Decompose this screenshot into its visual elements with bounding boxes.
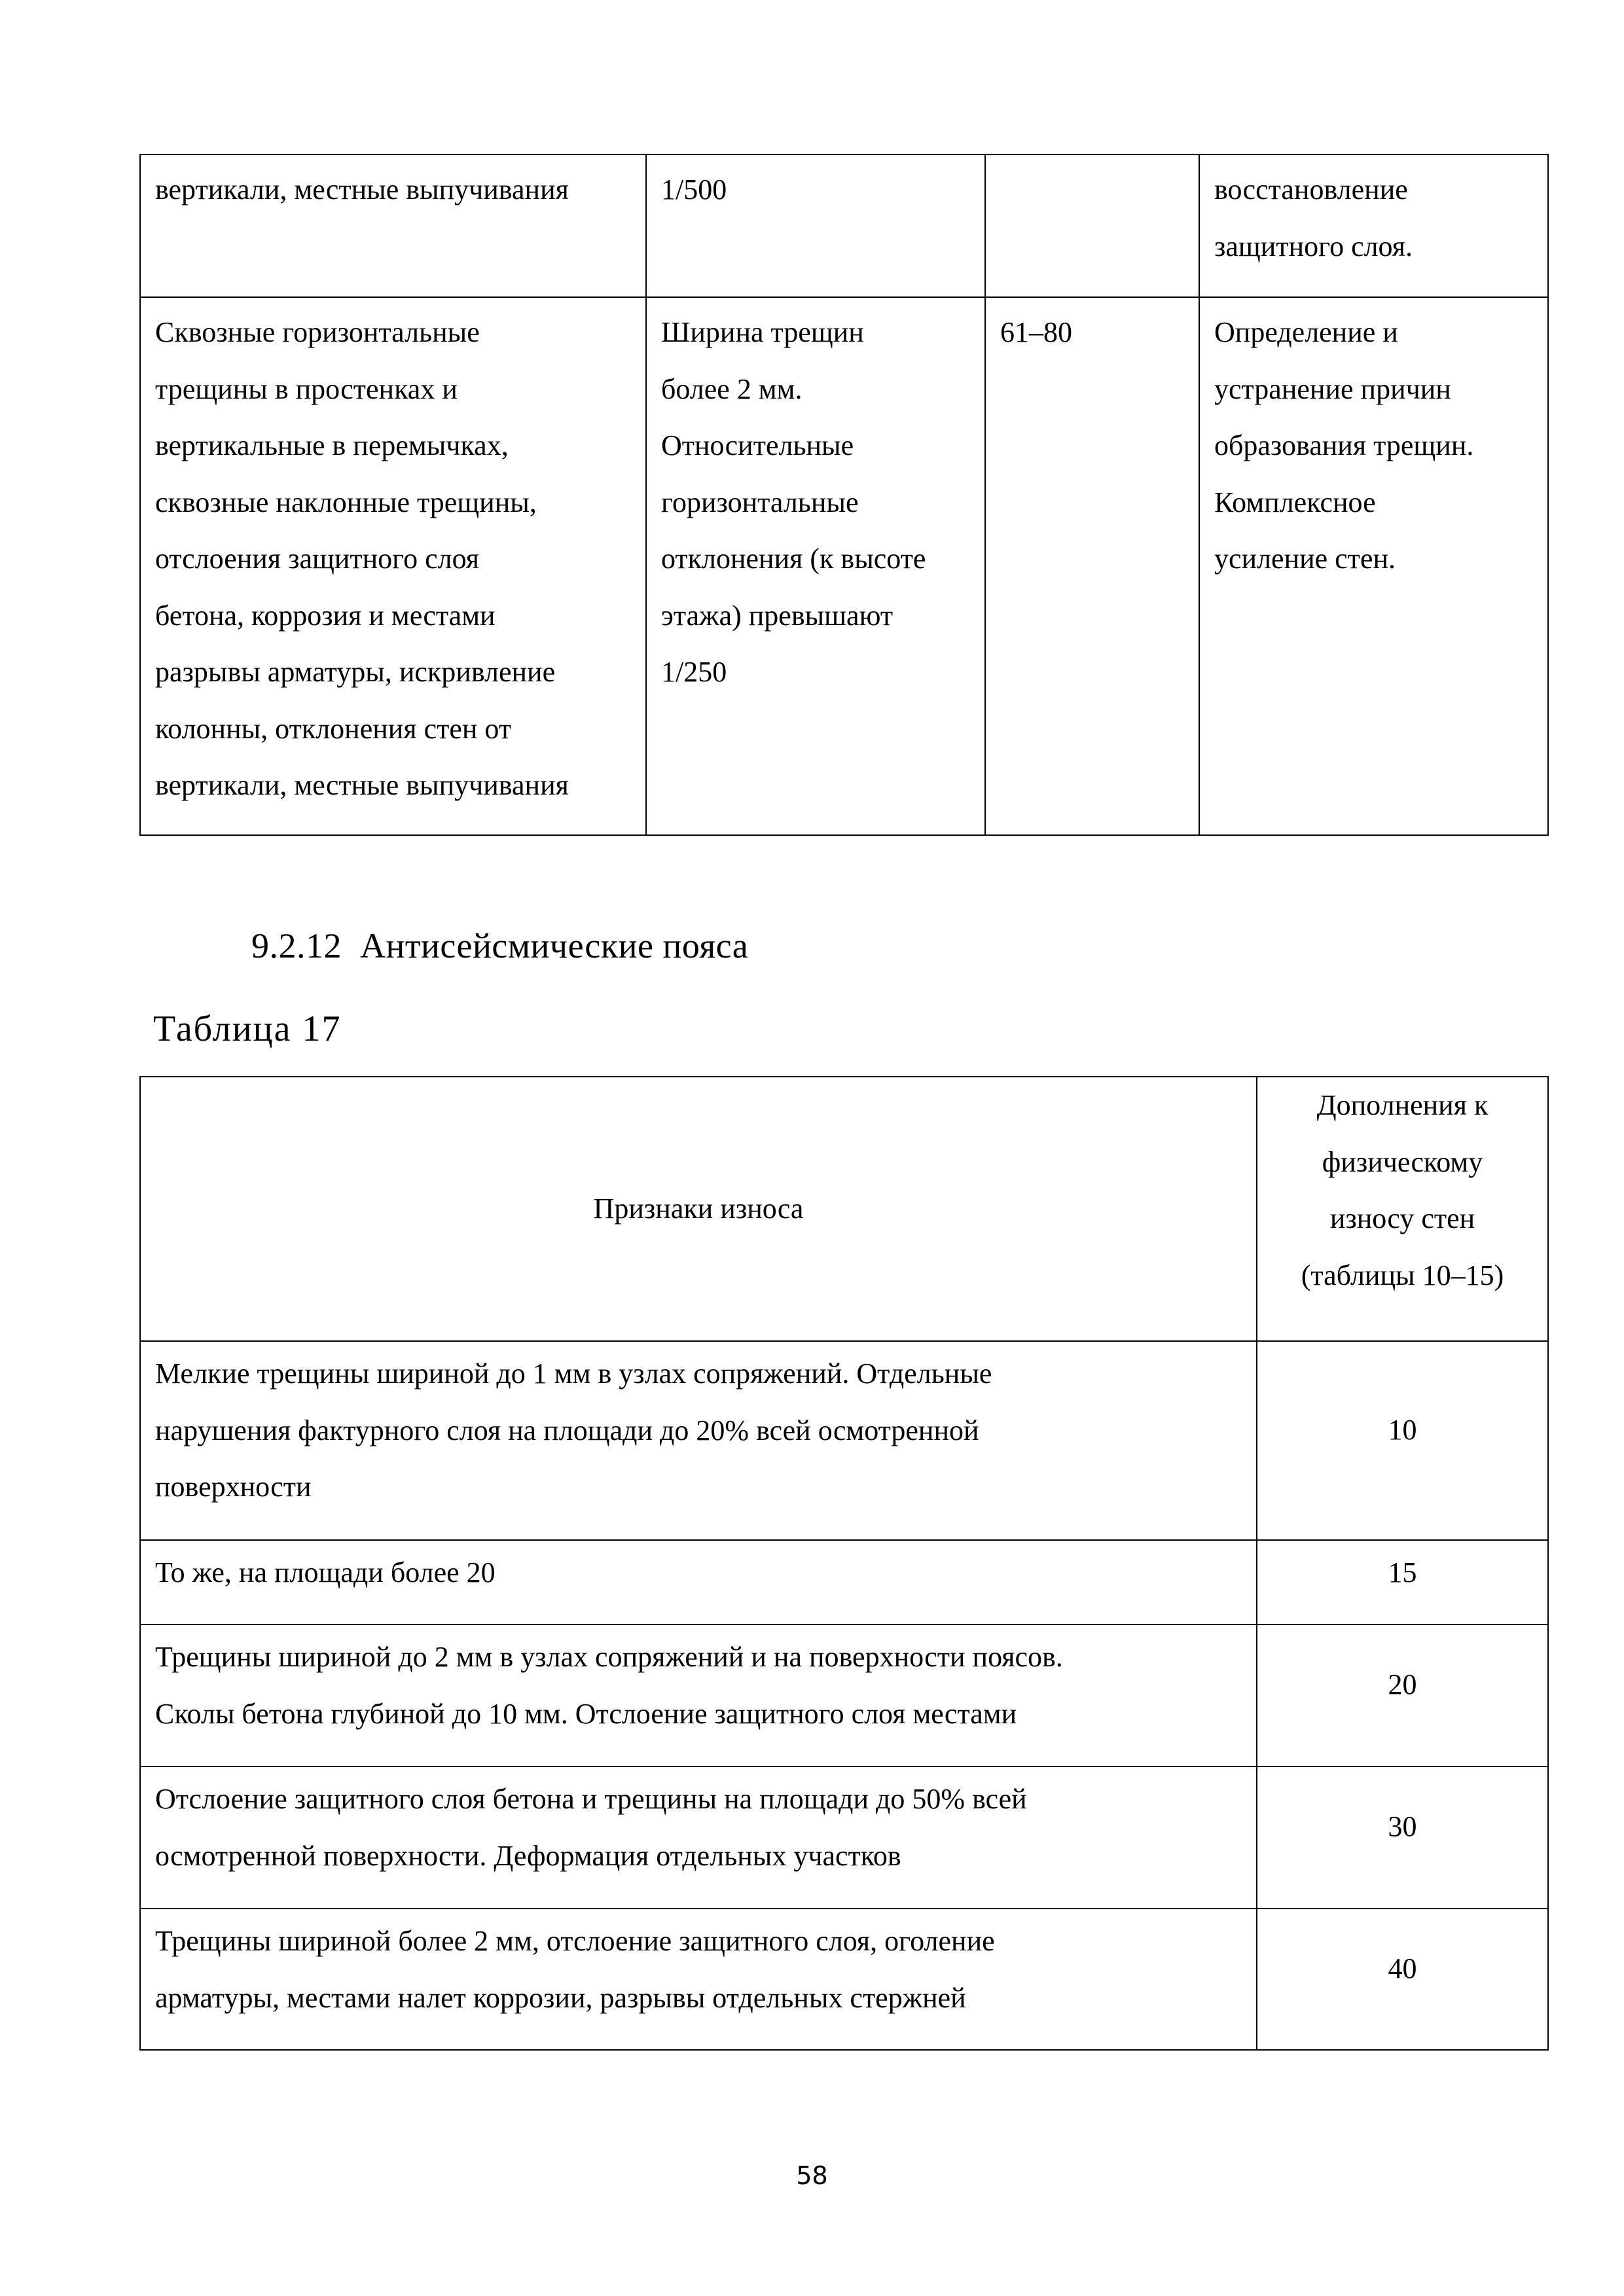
table-row xyxy=(140,1909,1548,2050)
cell-text: восстановление защитного слоя. xyxy=(1214,173,1413,262)
sign-cell xyxy=(140,1767,1257,1909)
cell-text: Ширина трещин более 2 мм. Относительные горизонтальные отклонения (к высоте этажа) превышают 1/250 xyxy=(661,316,926,688)
value-text: 20 xyxy=(1388,1668,1417,1700)
section-title: Антисейсмические пояса xyxy=(360,926,749,965)
header-additions-label: Дополнения к физическому износу стен (таблицы 10–15) xyxy=(1301,1089,1504,1291)
cell-text: вертикали, местные выпучивания xyxy=(155,173,569,206)
value-cell xyxy=(1257,1624,1548,1767)
value-cell xyxy=(1257,1767,1548,1909)
table-cell xyxy=(140,297,646,835)
table-cell xyxy=(985,154,1199,297)
header-signs-label: Признаки износа xyxy=(593,1192,804,1225)
table-row xyxy=(140,1767,1548,1909)
table-row xyxy=(140,297,1548,835)
value-text: 40 xyxy=(1388,1952,1417,1984)
table-cell xyxy=(1199,154,1548,297)
table-caption: Таблица 17 xyxy=(153,1009,342,1049)
sign-cell xyxy=(140,1540,1257,1624)
continuation-table xyxy=(139,154,1549,836)
table-cell xyxy=(985,297,1199,835)
table-row xyxy=(140,1341,1548,1540)
table-cell xyxy=(1199,297,1548,835)
value-cell xyxy=(1257,1909,1548,2050)
cell-text: 1/500 xyxy=(661,173,727,206)
cell-text: Определение и устранение причин образования трещин. Комплексное усиление стен. xyxy=(1214,316,1474,575)
section-number: 9.2.12 xyxy=(251,926,342,965)
sign-text: Мелкие трещины шириной до 1 мм в узлах сопряжений. Отдельные нарушения фактурного слоя на площади до 20% всей осмотренной поверхности xyxy=(155,1357,992,1503)
table-17 xyxy=(139,1076,1549,2051)
header-signs xyxy=(140,1077,1257,1341)
sign-cell xyxy=(140,1341,1257,1540)
table-row xyxy=(140,1624,1548,1767)
value-text: 10 xyxy=(1388,1414,1417,1446)
sign-text: Отслоение защитного слоя бетона и трещины на площади до 50% всей осмотренной поверхности. Деформация отдельных участков xyxy=(155,1783,1027,1872)
cell-text xyxy=(986,155,1199,162)
table-cell xyxy=(646,297,985,835)
table-cell xyxy=(646,154,985,297)
table-cell xyxy=(140,154,646,297)
sign-text: То же, на площади более 20 xyxy=(155,1556,496,1588)
table-header-row xyxy=(140,1077,1548,1341)
sign-text: Трещины шириной более 2 мм, отслоение защитного слоя, оголение арматуры, местами налет коррозии, разрывы отдельных стержней xyxy=(155,1925,995,2014)
sign-cell xyxy=(140,1624,1257,1767)
sign-text: Трещины шириной до 2 мм в узлах сопряжений и на поверхности поясов. Сколы бетона глубиной до 10 мм. Отслоение защитного слоя местами xyxy=(155,1641,1063,1730)
value-text: 30 xyxy=(1388,1810,1417,1842)
table-row xyxy=(140,1540,1548,1624)
section-heading xyxy=(251,923,748,969)
value-cell xyxy=(1257,1540,1548,1624)
table-row xyxy=(140,154,1548,297)
header-additions xyxy=(1257,1077,1548,1341)
sign-cell xyxy=(140,1909,1257,2050)
cell-text: Сквозные горизонтальные трещины в простенках и вертикальные в перемычках, сквозные наклонные трещины, отслоения защитного слоя бетона, коррозия и местами разрывы арматуры, искривление колонны, отклонения стен от вертикали, местные выпучивания xyxy=(155,316,569,801)
value-cell xyxy=(1257,1341,1548,1540)
cell-text: 61–80 xyxy=(1000,316,1072,348)
page-number: 58 xyxy=(796,2161,828,2190)
value-text: 15 xyxy=(1388,1556,1417,1588)
